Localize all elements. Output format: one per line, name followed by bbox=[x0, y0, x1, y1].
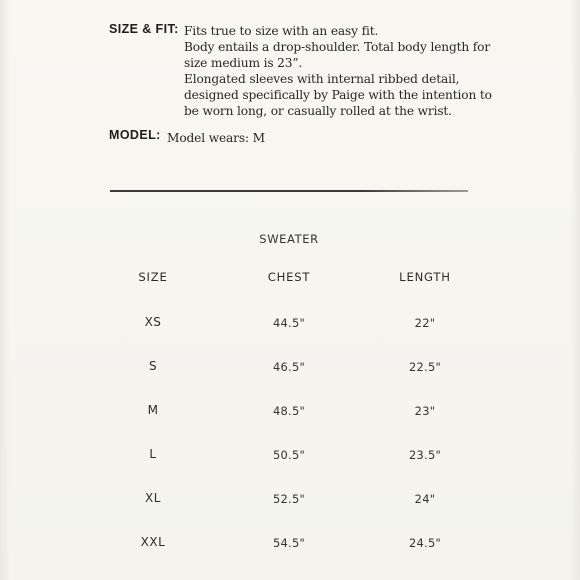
chest-cell: 44.5" bbox=[272, 316, 306, 330]
chest-cell: 50.5" bbox=[272, 448, 306, 462]
size-fit-line: Fits true to size with an easy fit. bbox=[184, 24, 379, 38]
length-cell: 23.5" bbox=[408, 448, 442, 462]
column-header-chest: CHEST bbox=[267, 270, 311, 284]
model-text: Model wears: M bbox=[167, 131, 265, 145]
section-divider bbox=[110, 190, 468, 192]
panel-left-edge bbox=[0, 0, 10, 580]
size-chart-title: SWEATER bbox=[259, 232, 319, 246]
size-cell: M bbox=[147, 403, 159, 417]
size-fit-label: SIZE & FIT: bbox=[109, 22, 179, 36]
size-fit-line: size medium is 23”. bbox=[184, 56, 303, 70]
length-cell: 22" bbox=[414, 316, 436, 330]
chest-cell: 54.5" bbox=[272, 536, 306, 550]
chest-cell: 46.5" bbox=[272, 360, 306, 374]
panel-right-edge bbox=[570, 0, 580, 580]
size-fit-line: Body entails a drop-shoulder. Total body length for bbox=[184, 40, 491, 54]
size-cell: XS bbox=[144, 315, 162, 329]
column-header-length: LENGTH bbox=[399, 270, 451, 284]
length-cell: 23" bbox=[414, 404, 436, 418]
size-fit-line: Elongated sleeves with internal ribbed detail, bbox=[184, 72, 460, 86]
size-cell: S bbox=[148, 359, 158, 373]
size-fit-line: designed specifically by Paige with the intention to bbox=[184, 88, 492, 102]
size-cell: XXL bbox=[140, 535, 166, 549]
size-cell: XL bbox=[145, 491, 161, 505]
length-cell: 22.5" bbox=[408, 360, 442, 374]
size-fit-line: be worn long, or casually rolled at the wrist. bbox=[184, 104, 452, 118]
length-cell: 24.5" bbox=[408, 536, 442, 550]
model-label: MODEL: bbox=[109, 128, 161, 142]
length-cell: 24" bbox=[414, 492, 436, 506]
chest-cell: 52.5" bbox=[272, 492, 306, 506]
chest-cell: 48.5" bbox=[272, 404, 306, 418]
column-header-size: SIZE bbox=[138, 270, 168, 284]
size-cell: L bbox=[149, 447, 157, 461]
